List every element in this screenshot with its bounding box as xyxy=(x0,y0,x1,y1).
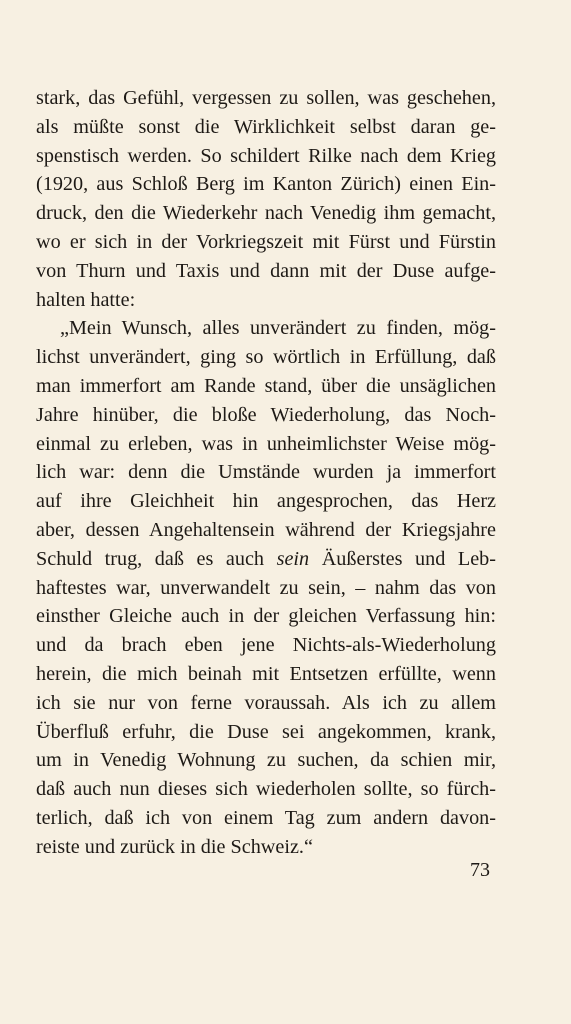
text-line: terlich, daß ich von einem Tag zum andern davon- xyxy=(36,806,496,829)
text-line: einmal zu erleben, was in unheimlichster Weise mög- xyxy=(36,432,496,455)
text-line: Jahre hinüber, die bloße Wiederholung, das Noch- xyxy=(36,403,496,426)
text-line: einsther Gleiche auch in der gleichen Verfassung hin: xyxy=(36,605,496,628)
text-line: als müßte sonst die Wirklichkeit selbst daran ge- xyxy=(36,115,496,138)
text-line: Überfluß erfuhr, die Duse sei angekommen, krank, xyxy=(36,720,496,743)
text-line: druck, den die Wiederkehr nach Venedig ihm gemacht, xyxy=(36,202,496,225)
text-line: von Thurn und Taxis und dann mit der Duse aufge- xyxy=(36,259,496,282)
text-line: halten hatte: xyxy=(36,288,136,311)
text-line: lichst unverändert, ging so wörtlich in Erfüllung, daß xyxy=(36,346,496,369)
text-line: wo er sich in der Vorkriegszeit mit Fürst und Fürstin xyxy=(36,230,496,253)
text-line: daß auch nun dieses sich wiederholen sollte, so fürch- xyxy=(36,778,496,801)
text-line: haftestes war, unverwandelt zu sein, – nahm das von xyxy=(36,576,496,599)
text-line: reiste und zurück in die Schweiz.“ xyxy=(36,835,313,858)
text-fragment: Äußerstes und Leb- xyxy=(309,547,496,570)
text-line: und da brach eben jene Nichts-als-Wiederholung xyxy=(36,634,496,657)
text-fragment: Schuld trug, daß es auch xyxy=(36,547,277,570)
text-line: ich sie nur von ferne voraussah. Als ich zu allem xyxy=(36,691,496,714)
text-line xyxy=(36,545,496,574)
text-line: „Mein Wunsch, alles unverändert zu finden, mög- xyxy=(60,317,496,340)
text-line: um in Venedig Wohnung zu suchen, da schien mir, xyxy=(36,749,496,772)
text-line: (1920, aus Schloß Berg im Kanton Zürich) einen Ein- xyxy=(36,173,496,196)
emphasized-word: sein xyxy=(276,547,310,570)
text-line: auf ihre Gleichheit hin angesprochen, das Herz xyxy=(36,490,496,513)
text-lines xyxy=(36,84,496,862)
text-line: herein, die mich beinah mit Entsetzen erfüllte, wenn xyxy=(36,662,496,685)
page-number: 73 xyxy=(470,859,490,881)
body-text xyxy=(36,84,496,862)
text-line: stark, das Gefühl, vergessen zu sollen, was geschehen, xyxy=(36,87,496,109)
text-line: spenstisch werden. So schildert Rilke nach dem Krieg xyxy=(36,144,496,167)
text-line: aber, dessen Angehaltensein während der Kriegsjahre xyxy=(36,518,496,541)
text-line: man immerfort am Rande stand, über die unsäglichen xyxy=(36,374,496,397)
text-line: lich war: denn die Umstände wurden ja immerfort xyxy=(36,461,496,484)
